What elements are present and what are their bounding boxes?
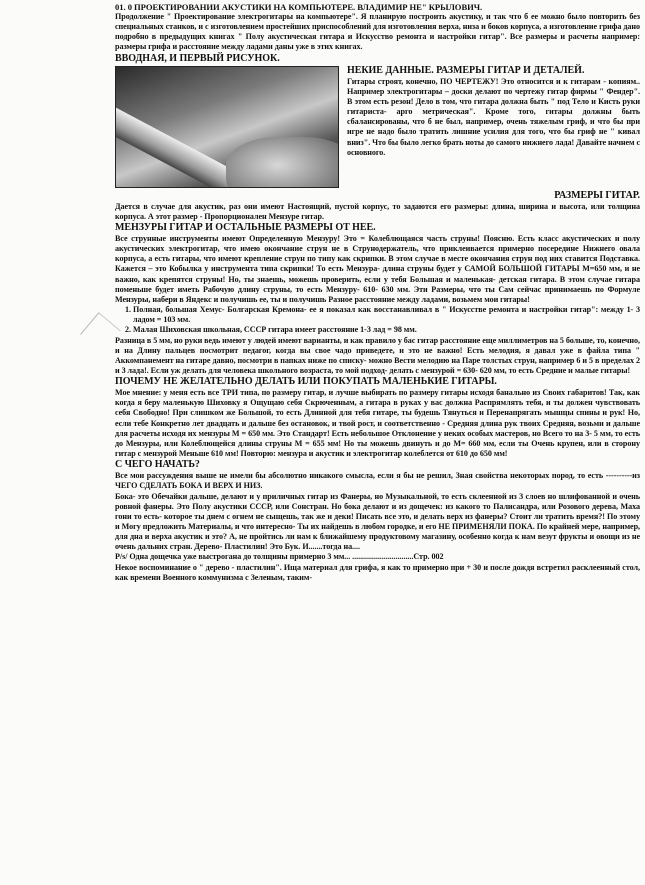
mensura-paragraph: Все струнные инструменты имеют Определенную Мензуру! Это = Колеблющаяся часть струны! Поясню. Есть класс акустических и полу акустических электрогитар, что имею окончание струн не в Струнодержатель, что приклеивается примерно посередине Нижнего овала корпуса, а есть гитары, что имеют крепление струн по типу как скрипки. В этом случае в месте окончания струн под них ставится Подставка. Кажется – это Кобылка у инструмента типа скрипки! То есть Мензура- длина струны будет у САМОЙ БОЛЬШОЙ ГИТАРЫ М=650 мм, и не важно, как крепятся струны! Но, ты знаешь, можешь проверить, если у тебя Большая и маленькая- детская гитара. В этом случае гитара поменьше будет иметь Рабочую длину струны, то есть Мензуру- 610- 630 мм. Эти Размеры, что ты Сам сейчас принимаешь по Формуле Мензуры, набери в Яндекс и получишь ее, ты и получишь Разное расстояние между ладами, возьмем мои гитары! bbox=[115, 233, 640, 304]
section-heading-why: ПОЧЕМУ НЕ ЖЕЛАТЕЛЬНО ДЕЛАТЬ ИЛИ ПОКУПАТЬ МАЛЕНЬКИЕ ГИТАРЫ. bbox=[115, 376, 497, 388]
text-column bbox=[115, 2, 640, 583]
section-heading-mensura: МЕНЗУРЫ ГИТАР И ОСТАЛЬНЫЕ РАЗМЕРЫ ОТ НЕЕ. bbox=[115, 221, 376, 233]
difference-paragraph: Разница в 5 мм, но руки ведь имеют у людей имеют варианты, и как правило у бас гитар расстояние еще миллиметров на 5 больше, то, конечно, и на Длину пальцев посмотрит педагог, когда вы свое чадо приведете, и это не важно! Есть мелодия, я давал уже в файла типа " Аккомпанемент на гитаре давно, посмотри в папках ниже по списку- можно Вести мелодию на Паре толстых струн, например 6 и 5 в пределах 2 и 3 лада!. Если уж делать для человека школьного возраста, то мой подход- делать с мензурой = 630- 620 мм, то есть Средние и малые гитары! bbox=[115, 335, 640, 375]
guitar-photo bbox=[115, 66, 339, 188]
section-heading-sizes: РАЗМЕРЫ ГИТАР. bbox=[554, 189, 640, 201]
ps-paragraph: P/s/ Одна дощечка уже выстрогана до толщины примерно 3 мм... ...............................Стр. 002 bbox=[115, 552, 444, 562]
sizes-paragraph: Дается в случае для акустик, раз они имеют Настоящий, пустой корпус, то задаются его размеры: длина, ширина и высота, или толщина корпуса. А этот размер - Пропорционален Мензуре гитар. bbox=[115, 201, 640, 221]
start-paragraph: Все мои рассуждения выше не имели бы абсолютно никакого смысла, если я бы не решил, Зная свойства некоторых пород, то есть ----------из ЧЕГО СДЕЛАТЬ БОКА И ВЕРХ И НИЗ. bbox=[115, 471, 640, 491]
page-header: 01. 0 ПРОЕКТИРОВАНИИ АКУСТИКИ НА КОМПЬЮТЕРЕ. ВЛАДИМИР НЕ" КРЫЛОВИЧ. bbox=[115, 2, 483, 12]
section-heading-data: НЕКИЕ ДАННЫЕ. РАЗМЕРЫ ГИТАР И ДЕТАЛЕЙ. bbox=[347, 64, 585, 76]
intro-paragraph: Продолжение " Проектирование электрогитары на компьютере". Я планирую построить акустику, и так что б ее можно было повторить без специальных станков, и с изготовлением простейших приспособлений для изготовления верха, низа и боков корпуса, а изготовление грифа дано подробно в предыдущих книгах " Полу акустическая гитара и Искусство ремонта и настройки гитар". Все размеры и расчеты например: размеры грифа и расстояние между ладами даны уже в этих книгах. bbox=[115, 12, 640, 52]
list-item: 2. Малая Шиховская школьная, СССР гитара имеет расстояние 1-3 лад = 98 мм. bbox=[133, 325, 640, 335]
guitar-list bbox=[115, 305, 640, 335]
section-heading-start: С ЧЕГО НАЧАТЬ? bbox=[115, 459, 200, 471]
guitar-body-image bbox=[226, 137, 339, 188]
why-paragraph: Мое мнение: у меня есть все ТРИ типа, по размеру гитар, и лучше выбирать по размеру гитары исходя банально из Своих габаритов! Так, как когда я беру маленькую Шиховку я Ощущаю себя Скрюченным, а гитара в руках у вас должна Распрямлять тебя, и ты должен чувствовать себя Свободно! При слишком же Большой, то есть Длинной для тебя гитаре, ты будешь Тянуться и Перенапрягать мышцы спины и рук! Но, если тебе Конкретно лет двадцать и дальше без остановок, и твой рост, и соответственно - Средняя длина рук твоих Средняя, возьми и дальше для расчеты исходя их мензуры М = 650 мм. Это Стандарт! Есть небольшое Отклонение у неких особых мастеров, но Всего то на 3- 5 мм, то есть до Мензуры, или Колеблющейся длины струны М = 655 мм! Но ты можешь двинуть и до М= 660 мм, если ты Очень крупен, или в сторону гитар с мензурой Меньше 610 мм! Повторю: мензура и акустик и электрогитар колеблется от 610 до 650 мм! bbox=[115, 388, 640, 459]
sides-paragraph: Бока- это Обечайки дальше, делают и у приличных гитар из Фанеры, но Музыкальной, то есть склеенной из 3 слоев но шлифованной и очень ровной фанеры. Это Полу акустики СССР, или Сонстран. Но бока делают и из дощечек: из какого то Палисандра, или Розового дерева, Маха гони то есть- которое ты днем с огнем не сыщешь, так же и деки! Писать все это, и делать верх из фанеры? Стоит ли тратить время?! По этому и Могу предложить Материалы, и что интересно- Ты их найдешь в любом городке, и его НЕ ПРИМЕНЯЛИ ПОКА. По крайней мере, например, для дна и верха акустик и это? А, не пройтись ли нам к ближайшему продуктовому магазину, особенно когда к нам везут фрукты и овощи из не очень дальних стран. Дерево- Пластилин! Это Бук. И.......тогда на.... bbox=[115, 491, 640, 552]
end-paragraph: Некое воспоминание о " дерево - пластилин". Ища материал для грифа, я как то примерно при + 30 и после дождя встретил расклеенный стол, как времени Военного коммунизма с Зеленым, таким- bbox=[115, 562, 640, 582]
list-item: 1. Полная, большая Хемус- Болгарская Кремона- ее я показал как восстанавливал в " Искусстве ремонта и настройки гитар": между 1- 3 ладом = 103 мм. bbox=[133, 305, 640, 325]
section-heading-intro: ВВОДНАЯ, И ПЕРВЫЙ РИСУНОК. bbox=[115, 52, 280, 64]
data-paragraph: Гитары строят, конечно, ПО ЧЕРТЕЖУ! Это относится и к гитарам - копиям.. Например электрогитары – доски делают по чертежу гитар фирмы " Фендер". В этом есть резон! Дело в том, что гитара должна быть " под Тело и Кисть руки гитариста- арго метрическая". Кроме того, гитары должны быть сбалансированы, что б не был, например, очень тяжелым гриф, и что бы при игре не надо было тратить лишние усилия для того, что бы гриф не " кивал вниз". Что бы было легко брать ноты до самого нижнего лада! Давайте начнем с основного. bbox=[347, 76, 640, 157]
